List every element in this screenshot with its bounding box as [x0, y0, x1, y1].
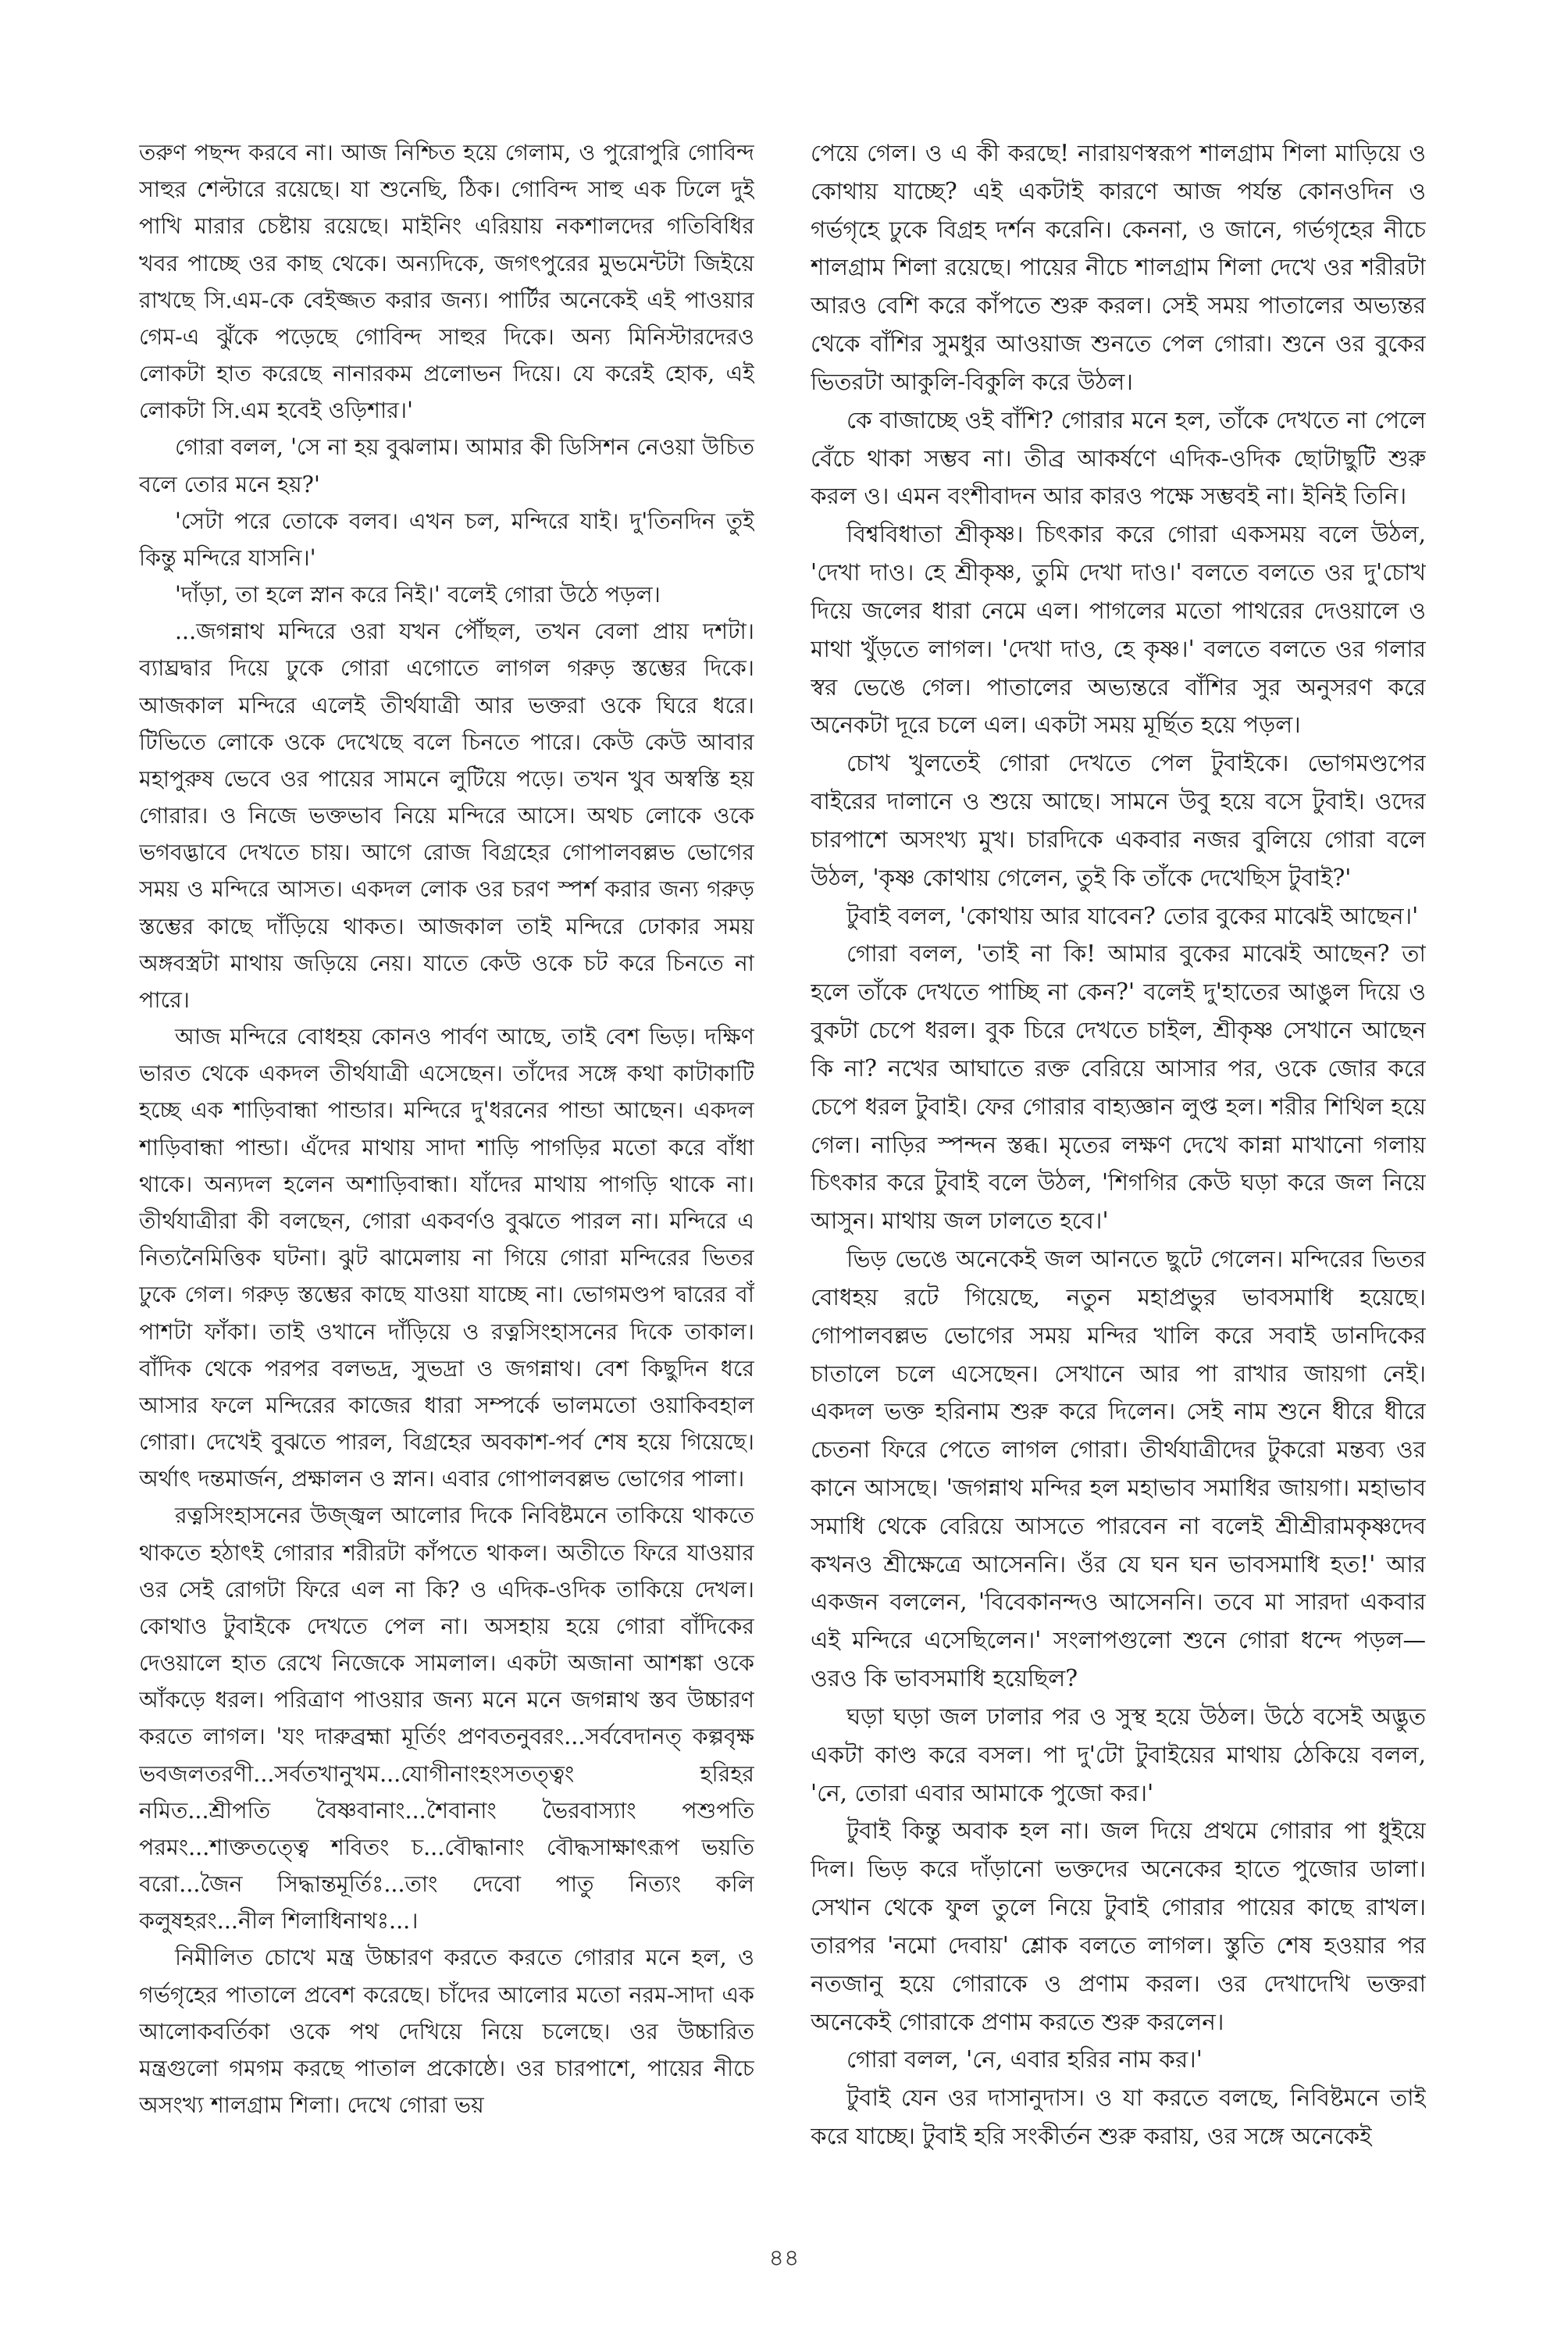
paragraph: 'সেটা পরে তোকে বলব। এখন চল, মন্দিরে যাই। দু'তিনদিন তুই কিন্তু মন্দিরে যাসনি।'	[139, 508, 754, 571]
paragraph: ভিড় ভেঙে অনেকেই জল আনতে ছুটে গেলেন। মন্দিরের ভিতর বোধহয় রটে গিয়েছে, নতুন মহাপ্রভুর ভাবসমাধি হয়েছে। গোপালবল্লভ ভোগের সময় মন্দির খালি করে সবাই ডানদিকের চাতালে চলে এসেছেন। সেখানে আর পা রাখার জায়গা নেই। একদল ভক্ত হরিনাম শুরু করে দিলেন। সেই নাম শুনে ধীরে ধীরে চেতনা ফিরে পেতে লাগল গোরা। তীর্থযাত্রীদের টুকরো মন্তব্য ওর কানে আসছে। 'জগন্নাথ মন্দির হল মহাভাব সমাধির জায়গা। মহাভাব সমাধি থেকে বেরিয়ে আসতে পারবেন না বলেই শ্রীশ্রীরামকৃষ্ণদেব কখনও শ্রীক্ষেত্রে আসেননি। ওঁর যে ঘন ঘন ভাবসমাধি হত!' আর একজন বললেন, 'বিবেকানন্দও আসেননি। তবে মা সারদা একবার এই মন্দিরে এসেছিলেন।' সংলাপগুলো শুনে গোরা ধন্দে পড়ল—ওরও কি ভাবসমাধি হয়েছিল?	[811, 1246, 1426, 1692]
paragraph: নিমীলিত চোখে মন্ত্র উচ্চারণ করতে করতে গোরার মনে হল, ও গর্ভগৃহের পাতালে প্রবেশ করেছে। চাঁদের আলোর মতো নরম-সাদা এক আলোকবর্তিকা ওকে পথ দেখিয়ে নিয়ে চলেছে। ওর উচ্চারিত মন্ত্রগুলো গমগম করছে পাতাল প্রকোষ্ঠে। ওর চারপাশে, পায়ের নীচে অসংখ্য শালগ্রাম শিলা। দেখে গোরা ভয়	[139, 1945, 754, 2119]
paragraph: টুবাই কিন্তু অবাক হল না। জল দিয়ে প্রথমে গোরার পা ধুইয়ে দিল। ভিড় করে দাঁড়ানো ভক্তদের অনেকের হাতে পুজোর ডালা। সেখান থেকে ফুল তুলে নিয়ে টুবাই গোরার পায়ের কাছে রাখল। তারপর 'নমো দেবায়' শ্লোক বলতে লাগল। স্তুতি শেষ হওয়ার পর নতজানু হয়ে গোরাকে ও প্রণাম করল। ওর দেখাদেখি ভক্তরা অনেকেই গোরাকে প্রণাম করতে শুরু করলেন।	[811, 1817, 1426, 2035]
paragraph: পেয়ে গেল। ও এ কী করছে! নারায়ণস্বরূপ শালগ্রাম শিলা মাড়িয়ে ও কোথায় যাচ্ছে? এই একটাই কারণে আজ পর্যন্ত কোনওদিন ও গর্ভগৃহে ঢুকে বিগ্রহ দর্শন করেনি। কেননা, ও জানে, গর্ভগৃহের নীচে শালগ্রাম শিলা রয়েছে। পায়ের নীচে শালগ্রাম শিলা দেখে ওর শরীরটা আরও বেশি করে কাঁপতে শুরু করল। সেই সময় পাতালের অভ্যন্তর থেকে বাঁশির সুমধুর আওয়াজ শুনতে পেল গোরা। শুনে ওর বুকের ভিতরটা আকুলি-বিকুলি করে উঠল।	[811, 140, 1426, 395]
page-number: ৪৪	[768, 2245, 800, 2272]
paragraph: টুবাই বলল, 'কোথায় আর যাবেন? তোর বুকের মাঝেই আছেন।'	[846, 902, 1419, 929]
paragraph: ঘড়া ঘড়া জল ঢালার পর ও সুস্থ হয়ে উঠল। উঠে বসেই অদ্ভুত একটা কাণ্ড করে বসল। পা দু'টো টুবাইয়ের মাথায় ঠেকিয়ে বলল, 'নে, তোরা এবার আমাকে পুজো কর।'	[811, 1703, 1426, 1806]
paragraph: বিশ্ববিধাতা শ্রীকৃষ্ণ। চিৎকার করে গোরা একসময় বলে উঠল, 'দেখা দাও। হে শ্রীকৃষ্ণ, তুমি দেখা দাও।' বলতে বলতে ওর দু'চোখ দিয়ে জলের ধারা নেমে এল। পাগলের মতো পাথরের দেওয়ালে ও মাথা খুঁড়তে লাগল। 'দেখা দাও, হে কৃষ্ণ।' বলতে বলতে ওর গলার স্বর ভেঙে গেল। পাতালের অভ্যন্তরে বাঁশির সুর অনুসরণ করে অনেকটা দূরে চলে এল। একটা সময় মূর্ছিত হয়ে পড়ল।	[811, 521, 1426, 739]
paragraph: গোরা বলল, 'তাই না কি! আমার বুকের মাঝেই আছেন? তা হলে তাঁকে দেখতে পাচ্ছি না কেন?' বলেই দু'হাতের আঙুল দিয়ে ও বুকটা চেপে ধরল। বুক চিরে দেখতে চাইল, শ্রীকৃষ্ণ সেখানে আছেন কি না? নখের আঘাতে রক্ত বেরিয়ে আসার পর, ওকে জোর করে চেপে ধরল টুবাই। ফের গোরার বাহ্যজ্ঞান লুপ্ত হল। শরীর শিথিল হয়ে গেল। নাড়ির স্পন্দন স্তব্ধ। মৃতের লক্ষণ দেখে কান্না মাখানো গলায় চিৎকার করে টুবাই বলে উঠল, 'শিগগির কেউ ঘড়া করে জল নিয়ে আসুন। মাথায় জল ঢালতে হবে।'	[811, 940, 1426, 1235]
paragraph: ...জগন্নাথ মন্দিরে ওরা যখন পৌঁছল, তখন বেলা প্রায় দশটা। ব্যাঘ্রদ্বার দিয়ে ঢুকে গোরা এগোতে লাগল গরুড় স্তম্ভের দিকে। আজকাল মন্দিরে এলেই তীর্থযাত্রী আর ভক্তরা ওকে ঘিরে ধরে। টিভিতে লোকে ওকে দেখেছে বলে চিনতে পারে। কেউ কেউ আবার মহাপুরুষ ভেবে ওর পায়ের সামনে লুটিয়ে পড়ে। তখন খুব অস্বস্তি হয় গোরার। ও নিজে ভক্তভাব নিয়ে মন্দিরে আসে। অথচ লোকে ওকে ভগবদ্ভাবে দেখতে চায়। আগে রোজ বিগ্রহের গোপালবল্লভ ভোগের সময় ও মন্দিরে আসত। একদল লোক ওর চরণ স্পর্শ করার জন্য গরুড় স্তম্ভের কাছে দাঁড়িয়ে থাকত। আজকাল তাই মন্দিরে ঢোকার সময় অঙ্গবস্ত্রটা মাথায় জড়িয়ে নেয়। যাতে কেউ ওকে চট করে চিনতে না পারে।	[139, 619, 754, 1013]
paragraph: টুবাই যেন ওর দাসানুদাস। ও যা করতে বলছে, নিবিষ্টমনে তাই করে যাচ্ছে। টুবাই হরি সংকীর্তন শুরু করায়, ওর সঙ্গে অনেকেই	[811, 2084, 1426, 2150]
paragraph: 'দাঁড়া, তা হলে স্নান করে নিই।' বলেই গোরা উঠে পড়ল।	[175, 582, 661, 608]
paragraph: চোখ খুলতেই গোরা দেখতে পেল টুবাইকে। ভোগমণ্ডপের বাইরের দালানে ও শুয়ে আছে। সামনে উবু হয়ে বসে টুবাই। ওদের চারপাশে অসংখ্য মুখ। চারদিকে একবার নজর বুলিয়ে গোরা বলে উঠল, 'কৃষ্ণ কোথায় গেলেন, তুই কি তাঁকে দেখেছিস টুবাই?'	[811, 750, 1426, 891]
paragraph: গোরা বলল, 'নে, এবার হরির নাম কর।'	[846, 2046, 1203, 2074]
paragraph: রত্নসিংহাসনের উজ্জ্বল আলোর দিকে নিবিষ্টমনে তাকিয়ে থাকতে থাকতে হঠাৎই গোরার শরীরটা কাঁপতে থাকল। অতীতে ফিরে যাওয়ার ওর সেই রোগটা ফিরে এল না কি? ও এদিক-ওদিক তাকিয়ে দেখল। কোথাও টুবাইকে দেখতে পেল না। অসহায় হয়ে গোরা বাঁদিকের দেওয়ালে হাত রেখে নিজেকে সামলাল। একটা অজানা আশঙ্কা ওকে আঁকড়ে ধরল। পরিত্রাণ পাওয়ার জন্য মনে মনে জগন্নাথ স্তব উচ্চারণ করতে লাগল। 'যং দারুব্রহ্মা মূর্তিং প্রণবতনুবরং...সর্ববেদানত্ কল্পবৃক্ষ ভবজলতরণী...সর্বতখানুখম...যোগীনাংহংসতত্ত্বং হরিহর নমিত...শ্রীপতি বৈষ্ণবানাং...শৈবানাং ভৈরবাস্যাং পশুপতি পরমং...শাক্ততত্ত্বে শবিতং চ...বৌদ্ধানাং বৌদ্ধসাক্ষাৎরূপ ভয়তি বরো...জৈন সিদ্ধান্তমূর্তিঃ...তাং দেবো পাতু নিত্যং কলি কলুষহরং...নীল শিলাধিনাথঃ...।	[139, 1503, 754, 1935]
right-column	[811, 134, 1426, 2212]
left-column	[139, 134, 754, 2212]
paragraph: কে বাজাচ্ছে ওই বাঁশি? গোরার মনে হল, তাঁকে দেখতে না পেলে বেঁচে থাকা সম্ভব না। তীব্র আকর্ষণে এদিক-ওদিক ছোটাছুটি শুরু করল ও। এমন বংশীবাদন আর কারও পক্ষে সম্ভবই না। ইনিই তিনি।	[811, 406, 1426, 510]
paragraph: আজ মন্দিরে বোধহয় কোনও পার্বণ আছে, তাই বেশ ভিড়। দক্ষিণ ভারত থেকে একদল তীর্থযাত্রী এসেছেন। তাঁদের সঙ্গে কথা কাটাকাটি হচ্ছে এক শাড়িবান্ধা পান্ডার। মন্দিরে দু'ধরনের পান্ডা আছেন। একদল শাড়িবান্ধা পান্ডা। এঁদের মাথায় সাদা শাড়ি পাগড়ির মতো করে বাঁধা থাকে। অন্যদল হলেন অশাড়িবান্ধা। যাঁদের মাথায় পাগড়ি থাকে না। তীর্থযাত্রীরা কী বলছেন, গোরা একবর্ণও বুঝতে পারল না। মন্দিরে এ নিত্যনৈমিত্তিক ঘটনা। ঝুট ঝামেলায় না গিয়ে গোরা মন্দিরের ভিতর ঢুকে গেল। গরুড় স্তম্ভের কাছে যাওয়া যাচ্ছে না। ভোগমণ্ডপ দ্বারের বাঁ পাশটা ফাঁকা। তাই ওখানে দাঁড়িয়ে ও রত্নসিংহাসনের দিকে তাকাল। বাঁদিক থেকে পরপর বলভদ্র, সুভদ্রা ও জগন্নাথ। বেশ কিছুদিন ধরে আসার ফলে মন্দিরের কাজের ধারা সম্পর্কে ভালমতো ওয়াকিবহাল গোরা। দেখেই বুঝতে পারল, বিগ্রহের অবকাশ-পর্ব শেষ হয়ে গিয়েছে। অর্থাৎ দন্তমার্জন, প্রক্ষালন ও স্নান। এবার গোপালবল্লভ ভোগের পালা।	[139, 1024, 754, 1492]
page-body	[139, 134, 1426, 2212]
paragraph: তরুণ পছন্দ করবে না। আজ নিশ্চিত হয়ে গেলাম, ও পুরোপুরি গোবিন্দ সাহুর শেল্টারে রয়েছে। যা শুনেছি, ঠিক। গোবিন্দ সাহু এক ঢিলে দুই পাখি মারার চেষ্টায় রয়েছে। মাইনিং এরিয়ায় নকশালদের গতিবিধির খবর পাচ্ছে ওর কাছ থেকে। অন্যদিকে, জগৎপুরের মুভমেন্টটা জিইয়ে রাখছে সি.এম-কে বেইজ্জত করার জন্য। পার্টির অনেকেই এই পাওয়ার গেম-এ ঝুঁকে পড়েছে গোবিন্দ সাহুর দিকে। অন্য মিনিস্টারদেরও লোকটা হাত করেছে নানারকম প্রলোভন দিয়ে। যে করেই হোক, এই লোকটা সি.এম হবেই ওড়িশার।'	[139, 140, 754, 424]
paragraph: গোরা বলল, 'সে না হয় বুঝলাম। আমার কী ডিসিশন নেওয়া উচিত বলে তোর মনে হয়?'	[139, 434, 754, 497]
